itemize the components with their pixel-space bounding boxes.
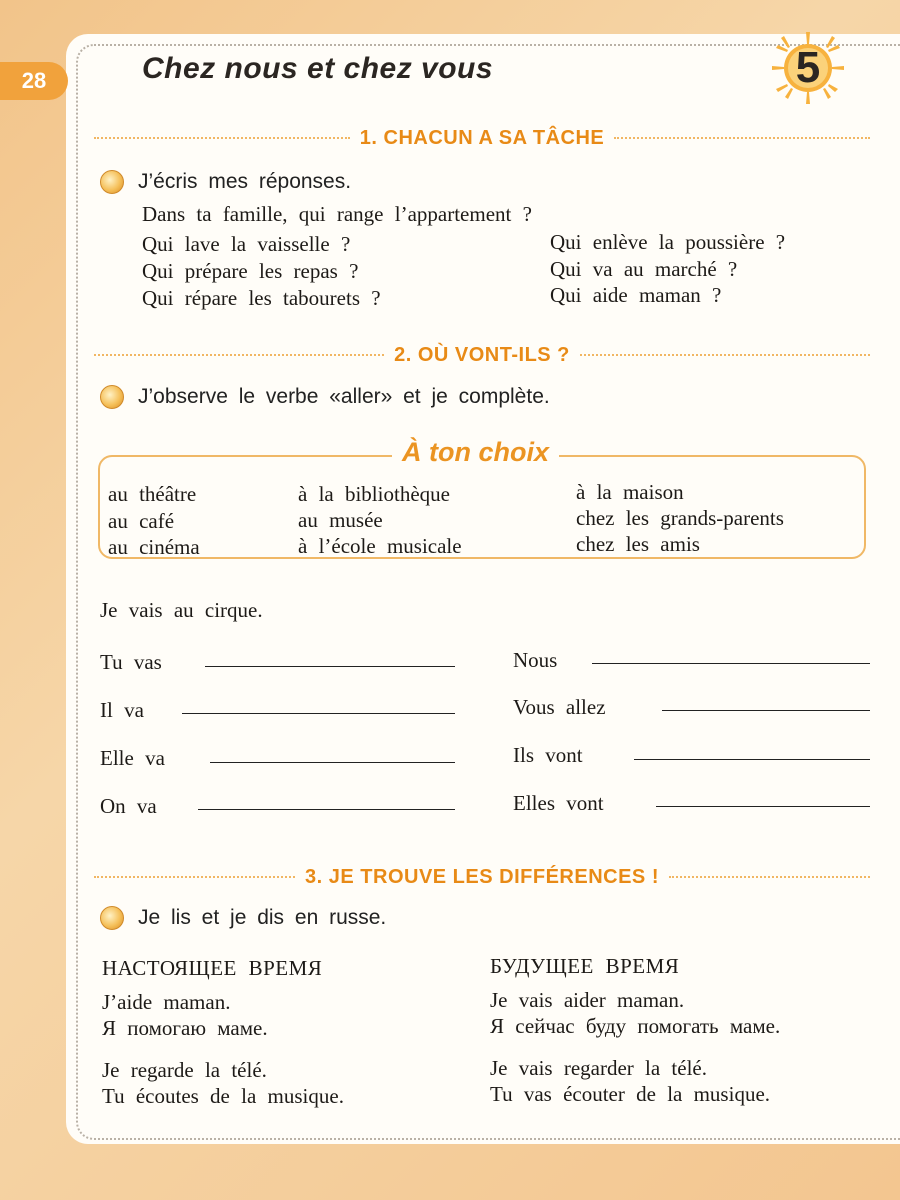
bullet-icon — [100, 385, 124, 409]
choice-title: À ton choix — [392, 437, 559, 468]
conj-right-3: Ils vont — [513, 743, 583, 767]
answer-blank[interactable] — [182, 713, 455, 714]
future-line-3: Je vais regarder la télé. — [490, 1056, 707, 1080]
example-sentence: Je vais au cirque. — [100, 598, 263, 622]
choice-item: au théâtre — [108, 482, 197, 506]
unit-number: 5 — [795, 43, 821, 92]
unit-badge — [768, 28, 848, 108]
section3-instruction — [100, 906, 386, 930]
conj-right-1: Nous — [513, 648, 558, 672]
section2-heading — [94, 340, 870, 370]
section3-heading — [94, 862, 870, 892]
section1-heading — [94, 123, 870, 153]
question-right-3: Qui aide maman ? — [550, 283, 722, 307]
section2-instruction-text: J’observe le verbe «aller» et je complète. — [138, 385, 550, 408]
future-line-1: Je vais aider maman. — [490, 988, 685, 1012]
choice-item: à l’école musicale — [298, 534, 462, 558]
future-tense-title: БУДУЩЕЕ ВРЕМЯ — [490, 954, 680, 978]
conj-right-2: Vous allez — [513, 695, 606, 719]
choice-item: au musée — [298, 508, 383, 532]
future-line-2: Я сейчас буду помогать маме. — [490, 1014, 781, 1038]
bullet-icon — [100, 170, 124, 194]
answer-blank[interactable] — [662, 710, 870, 711]
chapter-title: Chez nous et chez vous — [142, 52, 494, 85]
answer-blank[interactable] — [634, 759, 870, 760]
answer-blank[interactable] — [198, 809, 455, 810]
section1-heading-text: 1. CHACUN A SA TÂCHE — [359, 126, 605, 149]
answer-blank[interactable] — [592, 663, 870, 664]
answer-blank[interactable] — [656, 806, 870, 807]
choice-item: à la maison — [576, 480, 684, 504]
question-main: Dans ta famille, qui range l’appartement ? — [142, 202, 532, 226]
section1-instruction-text: J’écris mes réponses. — [138, 170, 352, 193]
present-tense-title: НАСТОЯЩЕЕ ВРЕМЯ — [102, 956, 323, 980]
answer-blank[interactable] — [205, 666, 455, 667]
section1-instruction — [100, 170, 351, 194]
present-line-2: Я помогаю маме. — [102, 1016, 268, 1040]
present-line-4: Tu écoutes de la musique. — [102, 1084, 344, 1108]
question-right-1: Qui enlève la poussière ? — [550, 230, 786, 254]
question-left-2: Qui prépare les repas ? — [142, 259, 359, 283]
conj-left-1: Tu vas — [100, 650, 162, 674]
answer-blank[interactable] — [210, 762, 455, 763]
conj-left-3: Elle va — [100, 746, 165, 770]
future-line-4: Tu vas écouter de la musique. — [490, 1082, 771, 1106]
choice-item: chez les amis — [576, 532, 700, 556]
conj-left-4: On va — [100, 794, 157, 818]
section2-heading-text: 2. OÙ VONT-ILS ? — [394, 343, 570, 366]
choice-item: au café — [108, 509, 175, 533]
section2-instruction — [100, 385, 550, 409]
section3-heading-text: 3. JE TROUVE LES DIFFÉRENCES ! — [305, 865, 659, 888]
conj-left-2: Il va — [100, 698, 144, 722]
question-left-1: Qui lave la vaisselle ? — [142, 232, 351, 256]
choice-item: à la bibliothèque — [298, 482, 450, 506]
question-right-2: Qui va au marché ? — [550, 257, 738, 281]
section3-instruction-text: Je lis et je dis en russe. — [138, 906, 387, 929]
present-line-3: Je regarde la télé. — [102, 1058, 267, 1082]
conj-right-4: Elles vont — [513, 791, 604, 815]
choice-item: au cinéma — [108, 535, 200, 559]
bullet-icon — [100, 906, 124, 930]
page-number: 28 — [0, 62, 68, 100]
question-left-3: Qui répare les tabourets ? — [142, 286, 381, 310]
present-line-1: J’aide maman. — [102, 990, 231, 1014]
choice-item: chez les grands-parents — [576, 506, 784, 530]
